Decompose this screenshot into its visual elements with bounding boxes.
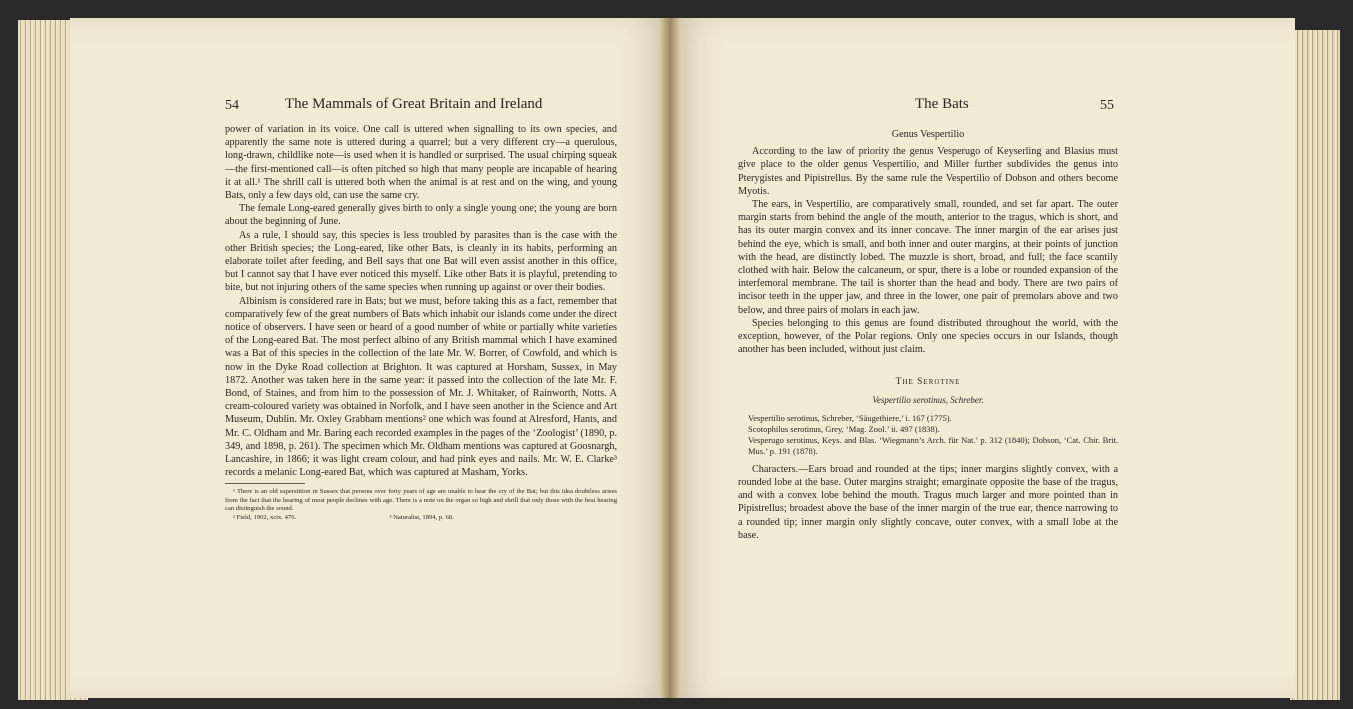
- right-body: [738, 128, 1118, 542]
- right-page: [670, 18, 1295, 698]
- left-body: [225, 123, 617, 522]
- genus-heading: Genus Vespertilio: [891, 129, 965, 140]
- synonym: Vesperugo serotinus, Keys. and Blas. ‘Wiegmann’s Arch. für Nat.’ p. 312 (1840); Dobson, ‘Cat. Chir. Brit. Mus.’ p. 191 (1878).: [748, 434, 1118, 456]
- footnote: ¹ There is an old superstition in Sussex that persons over forty years of age are unable to hear the cry of the Bat; but this idea doubtless arises from the fact that the hearing of most people declines with age. There is a note on the organ so high and shrill that only those with the best hearing can distinguish the sound.: [225, 488, 617, 513]
- page-number: 54: [225, 98, 239, 113]
- footnotes: [225, 488, 617, 522]
- synonymy: [738, 413, 1118, 457]
- running-head: The Bats: [915, 96, 969, 112]
- footnote: ³ Naturalist, 1894, p. 68.: [389, 513, 454, 521]
- running-head: The Mammals of Great Britain and Ireland: [285, 96, 543, 112]
- page-number: 55: [1100, 98, 1114, 113]
- paragraph: As a rule, I should say, this species is less troubled by parasites than is the case with the other British species; the Long-eared, like other Bats, is cleanly in its habits, performing an elaborate toilet after feeding, and Bell says that one Bat will even assist another in this office, but I cannot say that I have ever noticed this myself. Like other Bats it is playful, pretending to bite, but not injuring others of the same species when running up against or over their bodies.: [225, 229, 617, 294]
- left-page: [70, 18, 670, 698]
- synonym: Vespertilio serotinus, Schreber, ‘Säugethiere,’ i. 167 (1775).: [748, 412, 952, 423]
- characters-paragraph: Characters.—Ears broad and rounded at the tips; inner margins slightly convex, with a rounded lobe at the base. Outer margins straight; emarginate opposite the base of the tragus, and with a convex lobe behind the mouth. Tragus much larger and more pointed than in Pipistrellus; broadest above the base of the inner margin of the true ear, thence narrowing to a rounded tip; inner margin only slightly concave, outer convex, with a small lobe at the base.: [738, 463, 1118, 541]
- book-gutter: [660, 18, 680, 698]
- paragraph: According to the law of priority the genus Vesperugo of Keyserling and Blasius must give place to the older genus Vespertilio, and Miller further subdivides the genus into Pterygistes and Pipistrellus. By the same rule the Vespertilio of Dobson and others become Myotis.: [738, 146, 1118, 197]
- book-page-edges-right: [1290, 30, 1340, 700]
- paragraph: power of variation in its voice. One call is uttered when signalling to its own species, and apparently the same note is uttered during a quarrel; but a very different cry—a querulous, long-drawn, childlike note—is used when it is handled or surprised. The usual chirping squeak—the first-mentioned call—is often pitched so high that many people are incapable of hearing it at all.¹ The shrill call is uttered both when the animal is at rest and on the wing, and young Bats, only a few days old, can use the same cry.: [225, 124, 617, 202]
- species-binomial: Vespertilio serotinus, Schreber.: [872, 394, 984, 405]
- paragraph: The female Long-eared generally gives birth to only a single young one; the young are born about the beginning of June.: [225, 203, 617, 228]
- footnote: ² Field, 1902, xcix. 476.: [233, 513, 297, 521]
- paragraph: Species belonging to this genus are found distributed throughout the world, with the exception, however, of the Polar regions. Only one species occurs in our Islands, though another has been included, without just claim.: [738, 317, 1118, 356]
- footnote: [225, 514, 617, 523]
- paragraph: The ears, in Vespertilio, are comparatively small, rounded, and set far apart. The outer margin starts from behind the angle of the mouth, anterior to the tragus, which is short, and has its outer margin convex and its inner concave. The inner margin of the ear arises just behind the eye, which is small, and both inner and outer margins, at their points of junction with the head, are distinctly lobed. The muzzle is short, broad, and full; the face scantily clothed with hair. Below the calcaneum, or spur, there is a lobe or rounded expansion of the interfemoral membrane. The tail is shorter than the head and body. There are two pairs of incisor teeth in the upper jaw, and three in the lower, one pair of premolars above and two below, and three pairs of molars in each jaw.: [738, 199, 1118, 316]
- species-heading: The Serotine: [895, 377, 961, 388]
- footnote-rule: [225, 483, 305, 484]
- synonym: Scotophilus serotinus, Grey, ‘Mag. Zool.’ ii. 497 (1838).: [748, 423, 940, 434]
- paragraph: Albinism is considered rare in Bats; but we must, before taking this as a fact, remember that comparatively few of the great numbers of Bats which inhabit our islands come under the direct notice of observers. I have seen or heard of a good number of white or partially white varieties of the Long-eared Bat. The most perfect albino of any British mammal which I have examined was a Bat of this species in the collection of the late Mr. W. Borrer, of Cowfold, and which is now in the Dyke Road collection at Brighton. It was captured at Horsham, Sussex, in May 1872. Another was taken here in the same year: it passed into the collection of the late Mr. F. Bond, of Staines, and from him to the possession of Mr. J. Whitaker, of Rainworth, Notts. A cream-coloured variety was obtained in Norfolk, and I have seen another in the Science and Art Museum, Dublin. Mr. Oxley Grabham mentions² one which was found at Alresford, Hants, and Mr. C. Oldham and Mr. Baring each recorded examples in the pages of the ‘Zoologist’ (1890, p. 349, and 1898, p. 261). The specimen which Mr. Oldham mentions was captured at Goosnargh, Lancashire, in 1866; it was light cream colour, and had pink eyes and nails. Mr. W. E. Clarke³ records a melanic Long-eared Bat, which was captured at Masham, Yorks.: [225, 295, 617, 479]
